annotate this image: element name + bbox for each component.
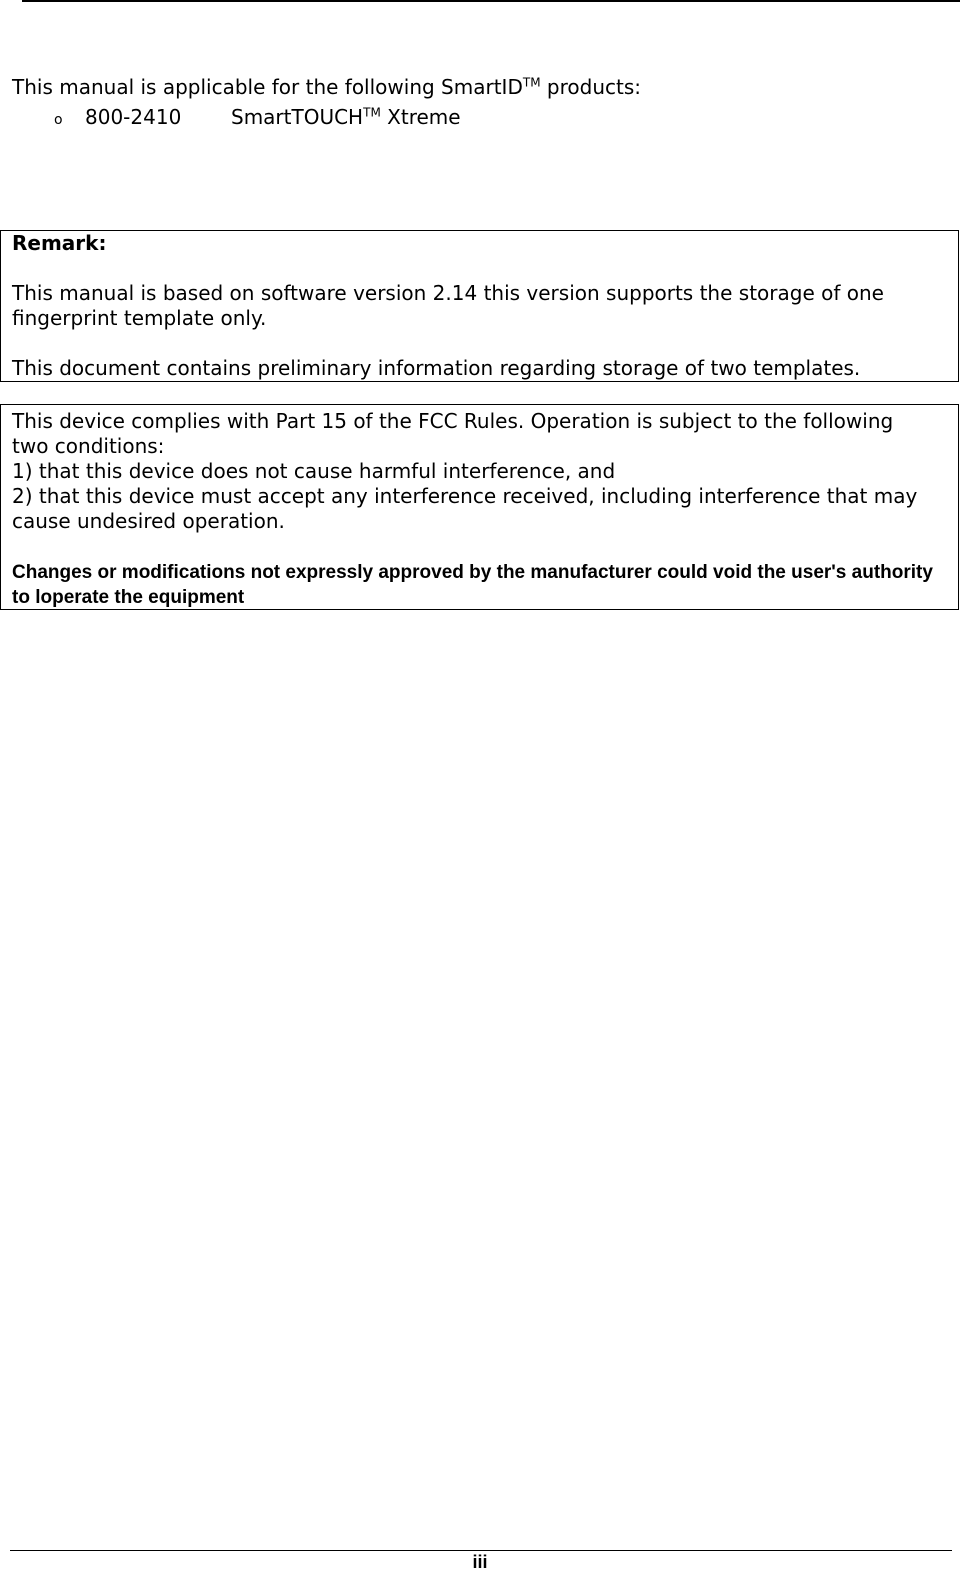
bullet-icon: o: [54, 112, 63, 128]
remark-title: Remark:: [12, 231, 107, 255]
page-number: iii: [472, 1552, 488, 1572]
remark-preliminary-note: This document contains preliminary information regarding storage of two templates.: [12, 356, 861, 380]
product-code: 800-2410: [85, 105, 182, 129]
intro-text: This manual is applicable for the following SmartID: [12, 75, 523, 99]
intro-suffix: products:: [540, 75, 641, 99]
product-list-item: [54, 104, 461, 133]
fcc-condition-1: 1) that this device does not cause harmful interference, and: [12, 459, 616, 483]
fcc-statement: [12, 409, 957, 534]
modification-warning: Changes or modifications not expressly approved by the manufacturer could void the user's authority to loperate the equipment: [12, 562, 933, 608]
fcc-line: cause undesired operation.: [12, 509, 285, 533]
product-name-suffix: Xtreme: [380, 105, 461, 129]
fcc-line: This device complies with Part 15 of the FCC Rules. Operation is subject to the following: [12, 409, 894, 433]
remark-software-version-note: This manual is based on software version 2.14 this version supports the storage of one fingerprint template only.: [12, 281, 884, 330]
product-name: SmartTOUCH: [231, 105, 364, 129]
product-trademark: TM: [363, 105, 381, 120]
header-rule: [22, 0, 960, 2]
applicability-statement: [12, 74, 641, 100]
trademark-symbol: TM: [522, 75, 541, 90]
fcc-condition-2: 2) that this device must accept any interference received, including interference that may: [12, 484, 918, 508]
fcc-line: two conditions:: [12, 434, 165, 458]
